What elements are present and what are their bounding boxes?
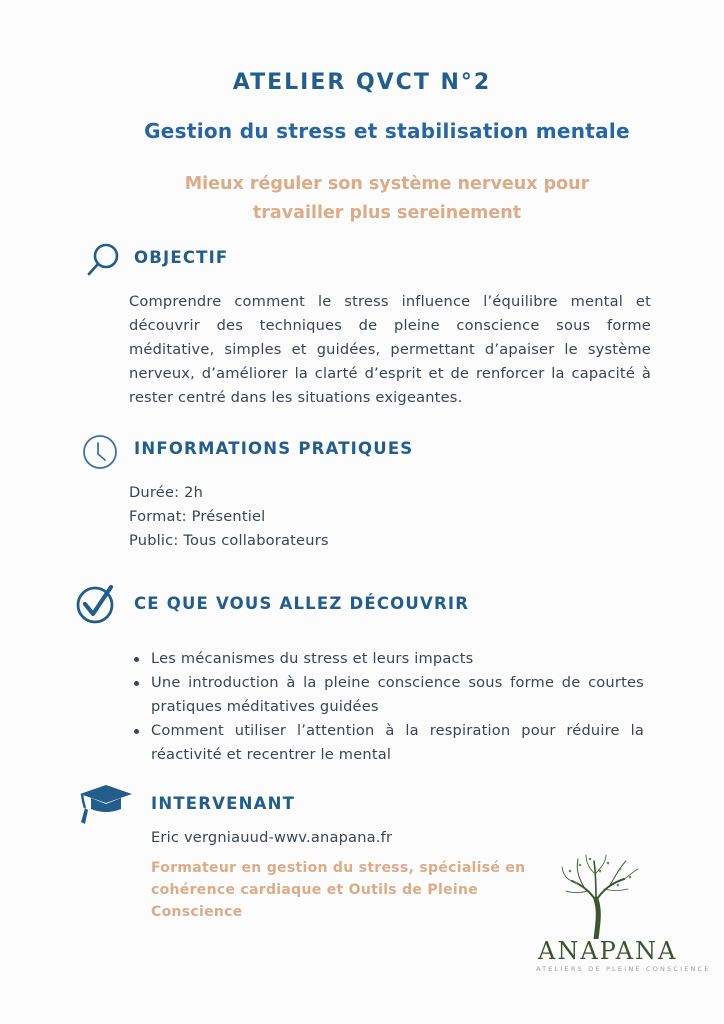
- logo-tagline: ATELIERS DE PLEINE CONSCIENCE: [536, 965, 711, 973]
- page-subtitle: Gestion du stress et stabilisation mentale: [144, 119, 630, 143]
- tagline-line-1: Mieux réguler son système nerveux pour: [184, 174, 590, 194]
- intervenant-heading: INTERVENANT: [151, 794, 296, 813]
- search-icon: [86, 242, 122, 278]
- infos-heading: INFORMATIONS PRATIQUES: [134, 439, 414, 458]
- list-item: Les mécanismes du stress et leurs impacts: [129, 647, 644, 671]
- decouvrir-heading: CE QUE VOUS ALLEZ DÉCOUVRIR: [134, 594, 470, 613]
- list-item: Comment utiliser l’attention à la respiration pour réduire la réactivité et recentrer le mental: [129, 719, 644, 767]
- logo-name: ANAPANA: [538, 937, 678, 965]
- bio-line-3: Conscience: [151, 904, 243, 920]
- objectif-text: Comprendre comment le stress influence l’équilibre mental et découvrir des techniques de pleine conscience sous forme méditative, simples et guidées, permettant d’apaiser le système nerveux, d’améliorer la clarté d’esprit et de renforcer la capacité à rester centré dans les situations exigeantes.: [129, 293, 651, 406]
- page-title: ATELIER QVCT N°2: [232, 70, 492, 95]
- objectif-heading: OBJECTIF: [134, 248, 229, 267]
- intervenant-bio: [151, 857, 525, 923]
- tagline-line-2: travailler plus sereinement: [252, 203, 522, 223]
- info-public: Public: Tous collaborateurs: [129, 532, 329, 549]
- intervenant-name: Eric vergniauud-wwv.anapana.fr: [151, 829, 393, 846]
- graduation-cap-icon: [76, 784, 136, 828]
- bio-line-1: Formateur en gestion du stress, spécialisé en: [151, 860, 526, 876]
- list-item: Une introduction à la pleine conscience sous forme de courtes pratiques méditatives guidées: [129, 671, 644, 719]
- check-circle-icon: [75, 582, 119, 626]
- infos-list: [129, 481, 329, 553]
- info-format: Format: Présentiel: [129, 508, 266, 525]
- info-duration: Durée: 2h: [129, 484, 204, 501]
- tree-icon: [560, 853, 640, 939]
- clock-icon: [81, 433, 119, 471]
- bio-line-2: cohérence cardiaque et Outils de Pleine: [151, 882, 479, 898]
- page-tagline: [0, 170, 724, 228]
- decouvrir-list: [129, 647, 644, 767]
